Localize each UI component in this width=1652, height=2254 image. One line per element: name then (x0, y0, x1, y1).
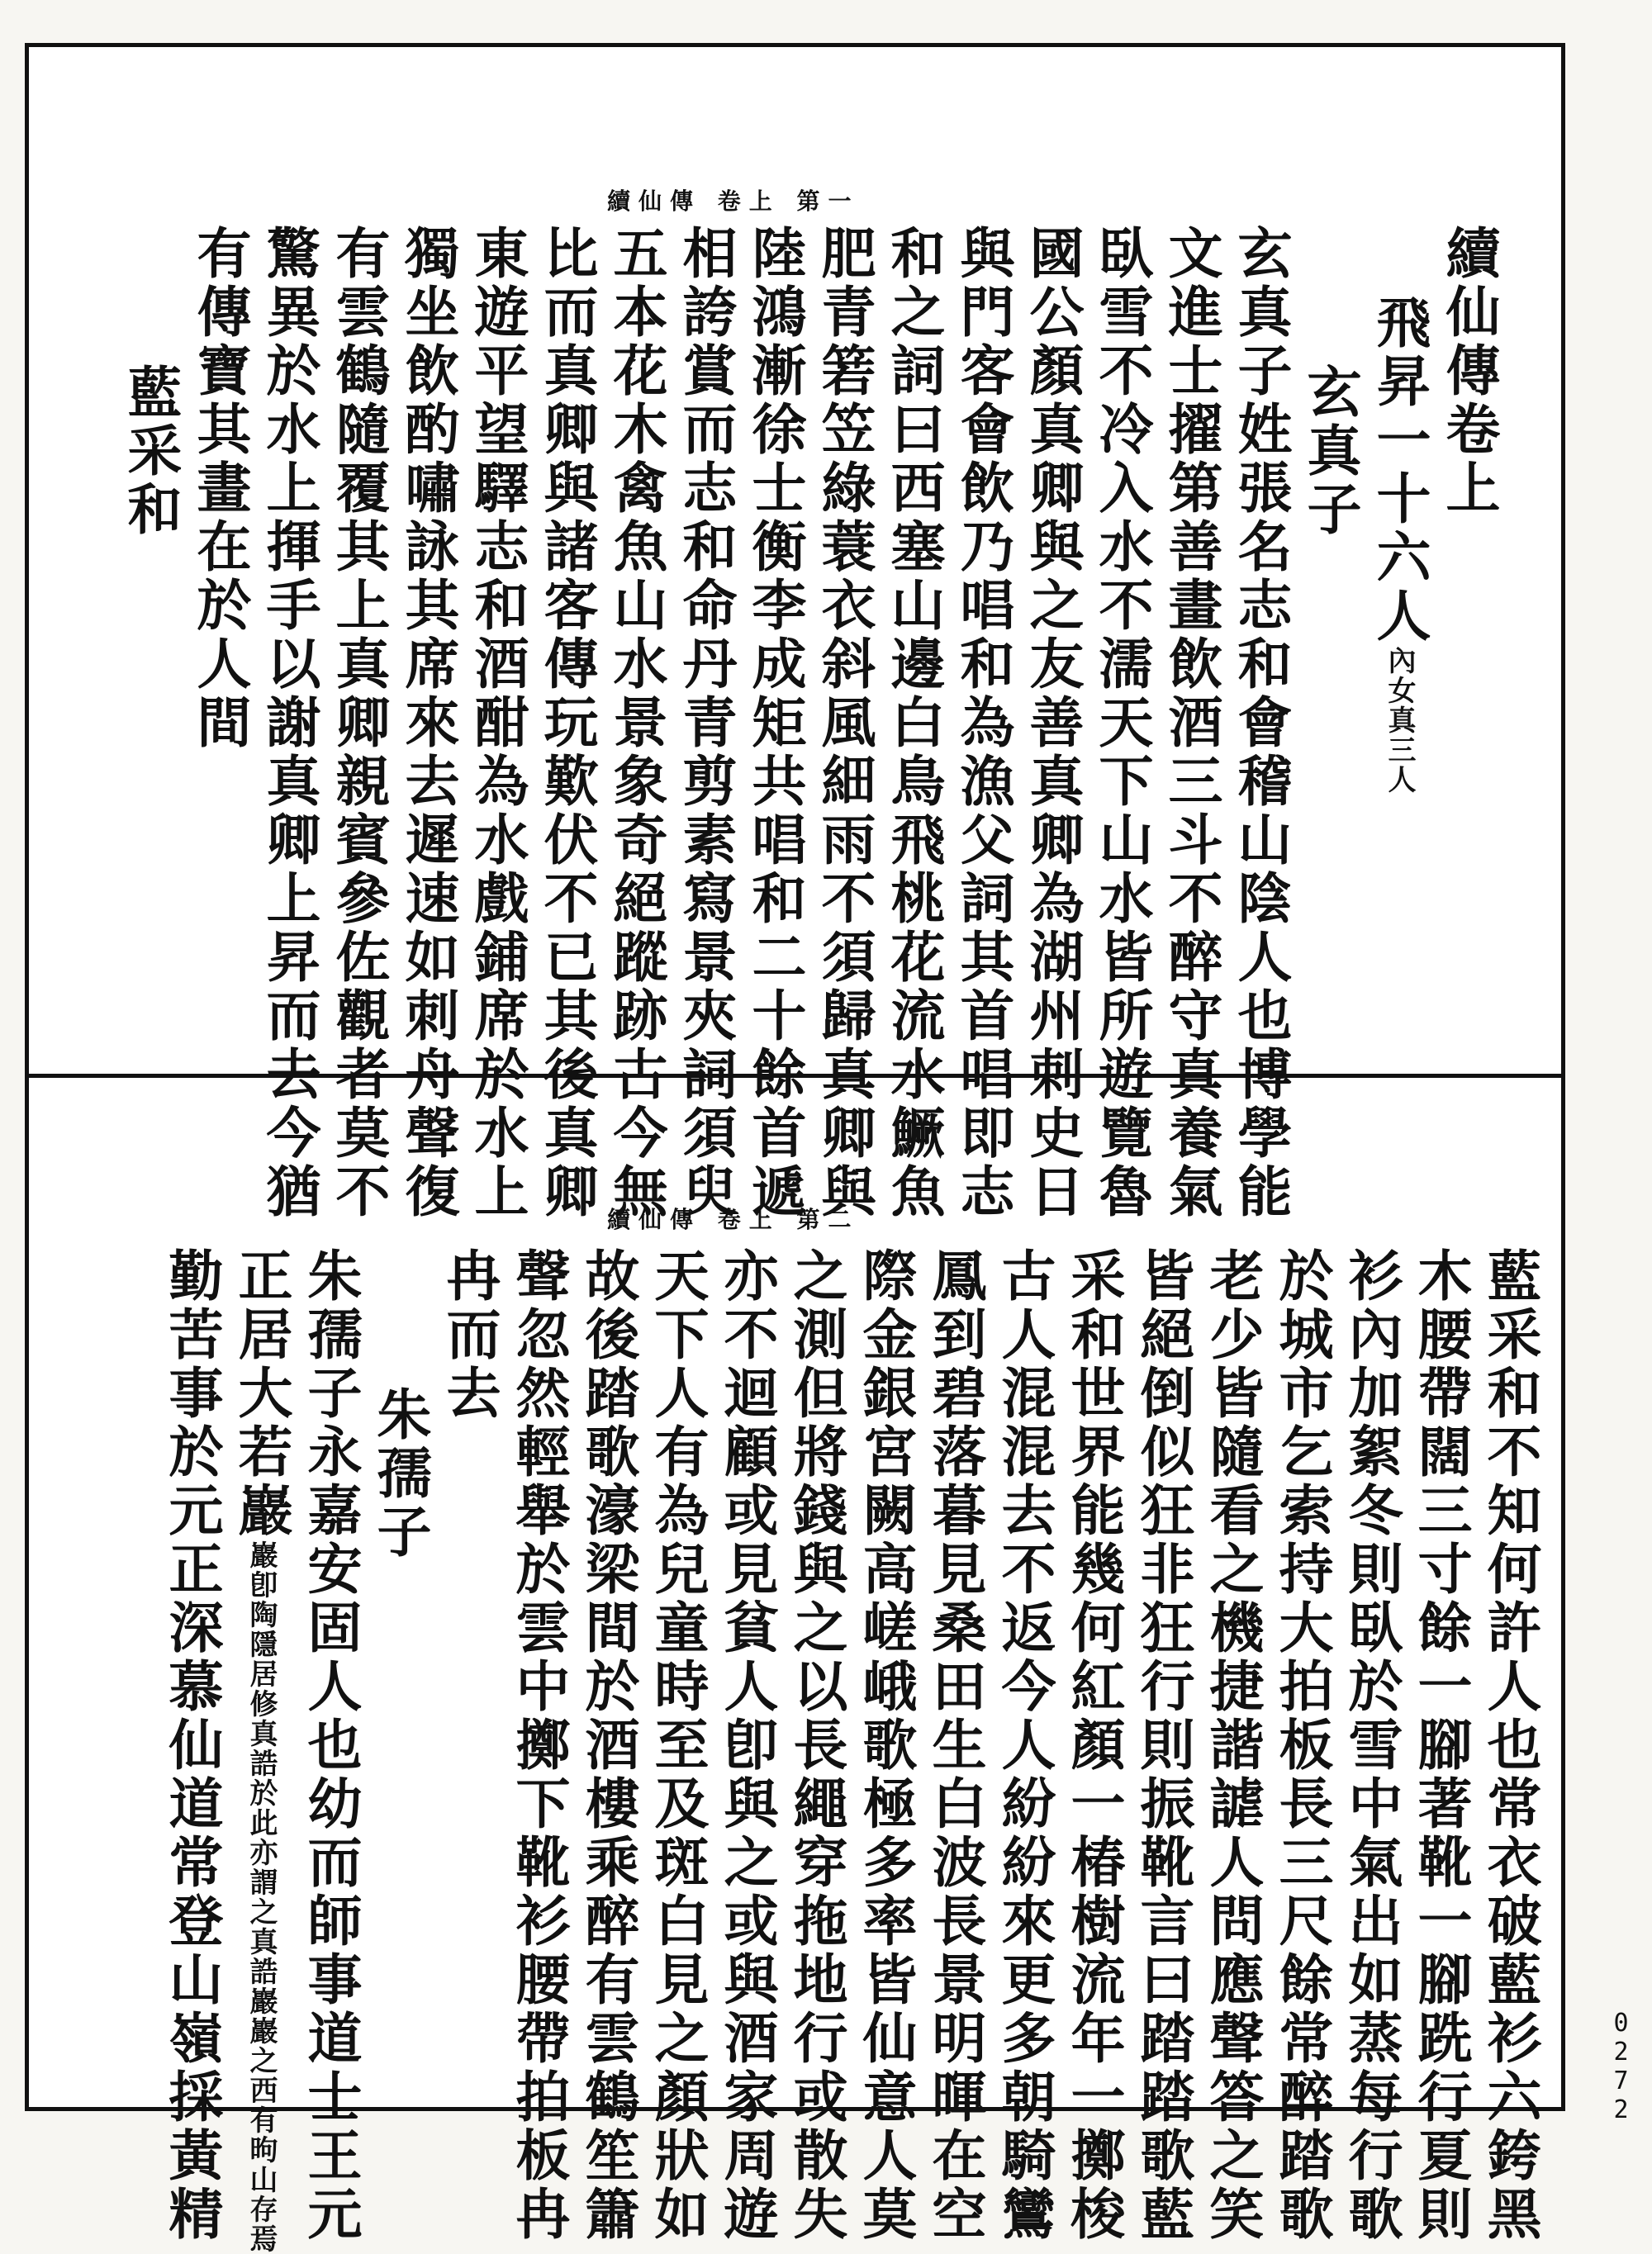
top-col-12: 獨坐飲酌嘯詠其席來去遲速如刺舟聲復 (396, 225, 460, 1222)
bottom-col-1: 藍采和不知何許人也常衣破藍衫六銙黑 (1478, 1247, 1542, 2244)
page-number: 0272 (1607, 2009, 1635, 2124)
top-first-column: 玄真子姓張名志和會稽山陰人也博學能 (1228, 225, 1293, 1222)
bottom-subject-col-3: 勤苦事於元正深慕仙道常登山嶺採黃精 (159, 1247, 224, 2244)
bottom-col-16: 冉而去 (437, 1247, 501, 1423)
bottom-col-4: 於城市乞索持大拍板長三尺餘常醉踏歌 (1270, 1247, 1334, 2244)
bottom-col-14: 故後踏歌濠梁間於酒樓乘醉有雲鶴笙簫 (576, 1247, 640, 2244)
bottom-running-head: 續仙傳 卷上 第二 (607, 1206, 860, 1233)
bottom-col-8: 古人混混去不返今人紛紛來更多朝騎鸞 (992, 1247, 1056, 2244)
top-col-10: 比而真卿與諸客傳玩歎伏不已其後真卿 (534, 225, 599, 1222)
top-running-head: 續仙傳 卷上 第一 (607, 187, 860, 215)
top-col-8: 相誇賞而志和命丹青剪素寫景夾詞須臾 (673, 225, 738, 1222)
top-col-1: 文進士擢第善畫飲酒三斗不醉守真養氣 (1159, 225, 1223, 1222)
top-subject-heading: 玄真子 (1298, 363, 1362, 539)
top-section-heading (1365, 225, 1434, 1222)
bottom-col-9: 鳳到碧落暮見桑田生白波長景明暉在空 (923, 1247, 987, 2244)
bottom-col-15: 聲忽然輕舉於雲中擲下靴衫腰帶拍板冉 (506, 1247, 571, 2244)
bottom-col-5: 老少皆隨看之機捷諧謔人問應聲答之笑 (1200, 1247, 1265, 2244)
bottom-col-13: 天下人有為兒童時至及斑白見之顏狀如 (645, 1247, 710, 2244)
bottom-col-11: 之測但將錢與之以長繩穿拖地行或散失 (784, 1247, 848, 2244)
top-col-11: 東遊平望驛志和酒酣為水戲鋪席於水上 (465, 225, 529, 1222)
top-section-note: 內女真三人 (1383, 646, 1416, 795)
bottom-col-7: 采和世界能幾何紅顏一椿樹流年一擲梭 (1061, 1247, 1126, 2244)
bottom-subject-col-1: 朱孺子永嘉安固人也幼而師事道士王元 (298, 1247, 363, 2244)
bottom-col-3: 衫內加絮冬則臥於雪中氣出如蒸每行歌 (1339, 1247, 1403, 2244)
top-col-4: 與門客會飲乃唱和為漁父詞其首唱即志 (951, 225, 1015, 1222)
top-col-13: 有雲鶴隨覆其上真卿親賓參佐觀者莫不 (326, 225, 391, 1222)
top-section: 飛昇一十六人 (1367, 294, 1431, 646)
top-col-5: 和之詞曰西塞山邊白鳥飛桃花流水鱖魚 (881, 225, 946, 1222)
bottom-col-10: 際金銀宮闕高嵯峨歌極多率皆仙意人莫 (853, 1247, 918, 2244)
top-col-2: 臥雪不冷入水不濡天下山水皆所遊覽魯 (1089, 225, 1154, 1222)
bottom-col-2: 木腰帶闊三寸餘一腳著靴一腳跣行夏則 (1408, 1247, 1473, 2244)
top-col-3: 國公顏真卿與之友善真卿為湖州刺史日 (1020, 225, 1085, 1222)
top-col-7: 陸鴻漸徐士衡李成矩共唱和二十餘首遞 (743, 225, 807, 1222)
bottom-note: 巖卽陶隱居修真誥於此亦謂之真誥巖巖之西有昫山存焉 (244, 1540, 278, 2254)
top-title: 續仙傳卷上 (1436, 225, 1501, 518)
bottom-col-6: 皆絕倒似狂非狂行則振靴言曰踏踏歌藍 (1131, 1247, 1195, 2244)
top-text-block (116, 225, 1503, 1222)
bottom-subject-col-2 (226, 1247, 296, 2254)
top-col-14: 驚異於水上揮手以謝真卿上昇而去今猶 (257, 225, 321, 1222)
bottom-subject-heading: 朱孺子 (368, 1386, 432, 1562)
top-col-6: 肥青箬笠綠蓑衣斜風細雨不須歸真卿與 (812, 225, 876, 1222)
bottom-text-block (157, 1247, 1545, 2254)
bottom-col-12: 亦不迴顧或見貧人卽與之或與酒家周遊 (714, 1247, 779, 2244)
top-col-15: 有傳寶其畫在於人間 (188, 225, 252, 752)
bottom-subject-col-2-text: 正居大若巖 (229, 1247, 293, 1540)
top-col-9: 五本花木禽魚山水景象奇絕蹤跡古今無 (604, 225, 668, 1222)
top-next-heading: 藍采和 (118, 363, 183, 539)
